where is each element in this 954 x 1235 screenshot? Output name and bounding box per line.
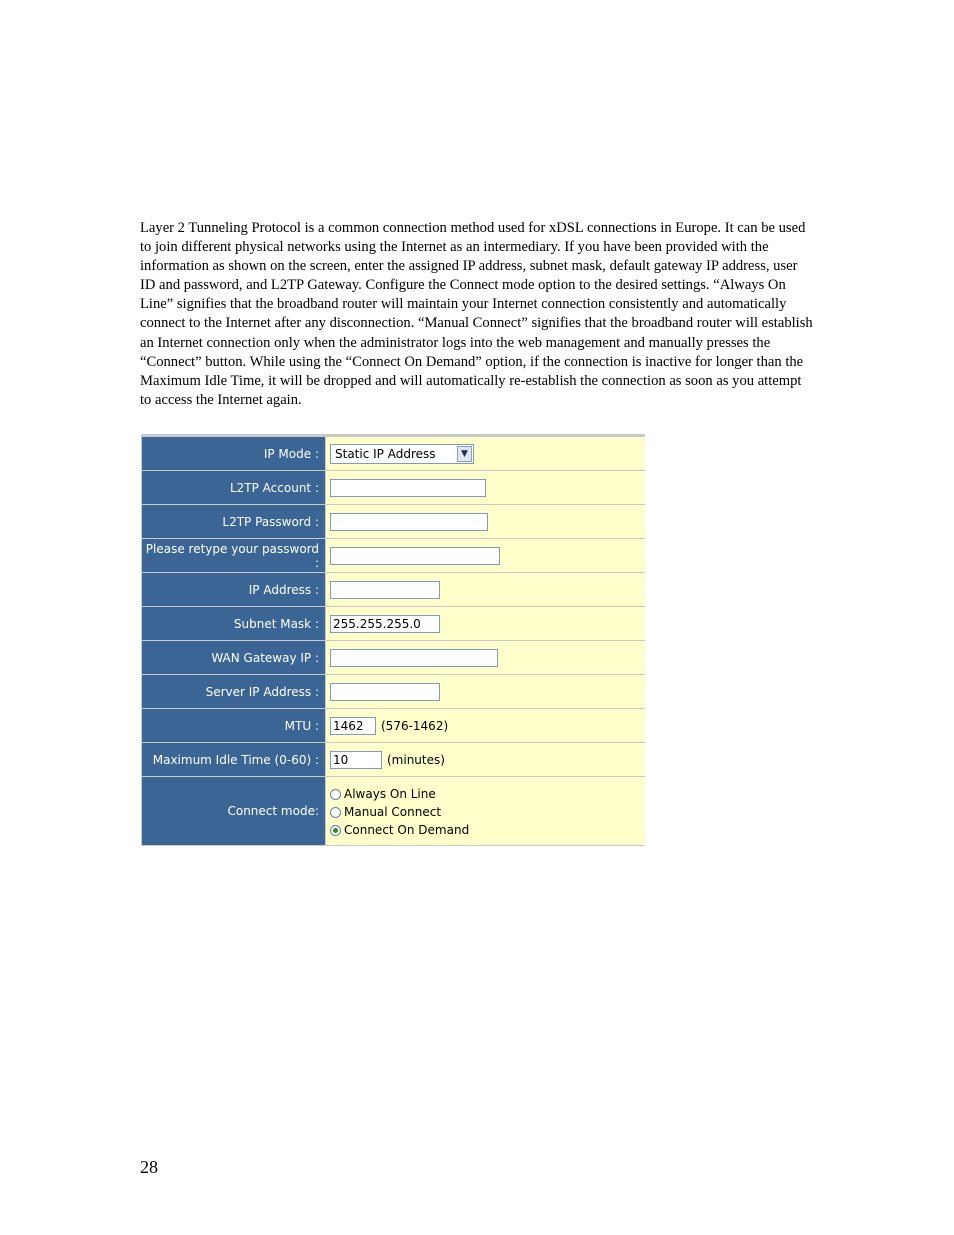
connect-mode-row — [142, 777, 645, 845]
mtu-label: MTU : — [142, 709, 325, 742]
ip-address-row — [142, 573, 645, 606]
subnet-mask-label: Subnet Mask : — [142, 607, 325, 640]
ip-mode-row — [142, 437, 645, 470]
wan-gateway-ip-row — [142, 641, 645, 674]
description-paragraph: Layer 2 Tunneling Protocol is a common connection method used for xDSL connections in Europe. It can be used to join different physical networks using the Internet as an intermediary. If you have been provided with the information as shown on the screen, enter the assigned IP address, subnet mask, default gateway IP address, user ID and password, and L2TP Gateway. Configure the Connect mode option to the desired settings. “Always On Line” signifies that the broadband router will maintain your Internet connection consistently and automatically connect to the Internet after any disconnection. “Manual Connect” signifies that the broadband router will establish an Internet connection only when the administrator logs into the web management and manually presses the “Connect” button. While using the “Connect On Demand” option, if the connection is inactive for longer than the Maximum Idle Time, it will be dropped and will automatically re-establish the connection as soon as you attempt to access the Internet again. — [140, 220, 813, 408]
max-idle-time-input[interactable] — [330, 751, 382, 769]
ip-mode-label: IP Mode : — [142, 437, 325, 470]
max-idle-time-label: Maximum Idle Time (0-60) : — [142, 743, 325, 776]
radio-button[interactable] — [330, 789, 341, 800]
max-idle-time-unit: (minutes) — [387, 752, 445, 767]
connect-mode-option-always-on-line[interactable] — [330, 787, 469, 801]
subnet-mask-input[interactable] — [330, 615, 440, 633]
ip-mode-value: Static IP Address — [335, 446, 436, 461]
option-label: Manual Connect — [344, 805, 442, 819]
server-ip-address-label: Server IP Address : — [142, 675, 325, 708]
l2tp-account-label: L2TP Account : — [142, 471, 325, 504]
connect-mode-label: Connect mode: — [142, 777, 325, 845]
retype-password-input[interactable] — [330, 547, 500, 565]
retype-password-label: Please retype your password : — [142, 539, 325, 572]
chevron-down-icon[interactable]: ▼ — [457, 446, 472, 462]
option-label: Always On Line — [344, 787, 436, 801]
server-ip-address-input[interactable] — [330, 683, 440, 701]
mtu-row — [142, 709, 645, 742]
radio-button-selected[interactable] — [330, 825, 341, 836]
l2tp-password-label: L2TP Password : — [142, 505, 325, 538]
ip-mode-select[interactable] — [330, 444, 474, 464]
ip-address-input[interactable] — [330, 581, 440, 599]
wan-gateway-ip-input[interactable] — [330, 649, 498, 667]
l2tp-account-input[interactable] — [330, 479, 486, 497]
connect-mode-radio-group — [330, 785, 469, 837]
l2tp-account-row — [142, 471, 645, 504]
subnet-mask-row — [142, 607, 645, 640]
retype-password-row — [142, 539, 645, 572]
l2tp-password-input[interactable] — [330, 513, 488, 531]
radio-button[interactable] — [330, 807, 341, 818]
ip-address-label: IP Address : — [142, 573, 325, 606]
max-idle-time-row — [142, 743, 645, 776]
page-number: 28 — [140, 1157, 158, 1177]
server-ip-address-row — [142, 675, 645, 708]
l2tp-password-row — [142, 505, 645, 538]
mtu-range-hint: (576-1462) — [381, 718, 449, 733]
l2tp-settings-form — [141, 434, 645, 846]
wan-gateway-ip-label: WAN Gateway IP : — [142, 641, 325, 674]
mtu-input[interactable] — [330, 717, 376, 735]
connect-mode-option-connect-on-demand[interactable] — [330, 823, 469, 837]
connect-mode-option-manual-connect[interactable] — [330, 805, 469, 819]
option-label: Connect On Demand — [344, 823, 470, 837]
